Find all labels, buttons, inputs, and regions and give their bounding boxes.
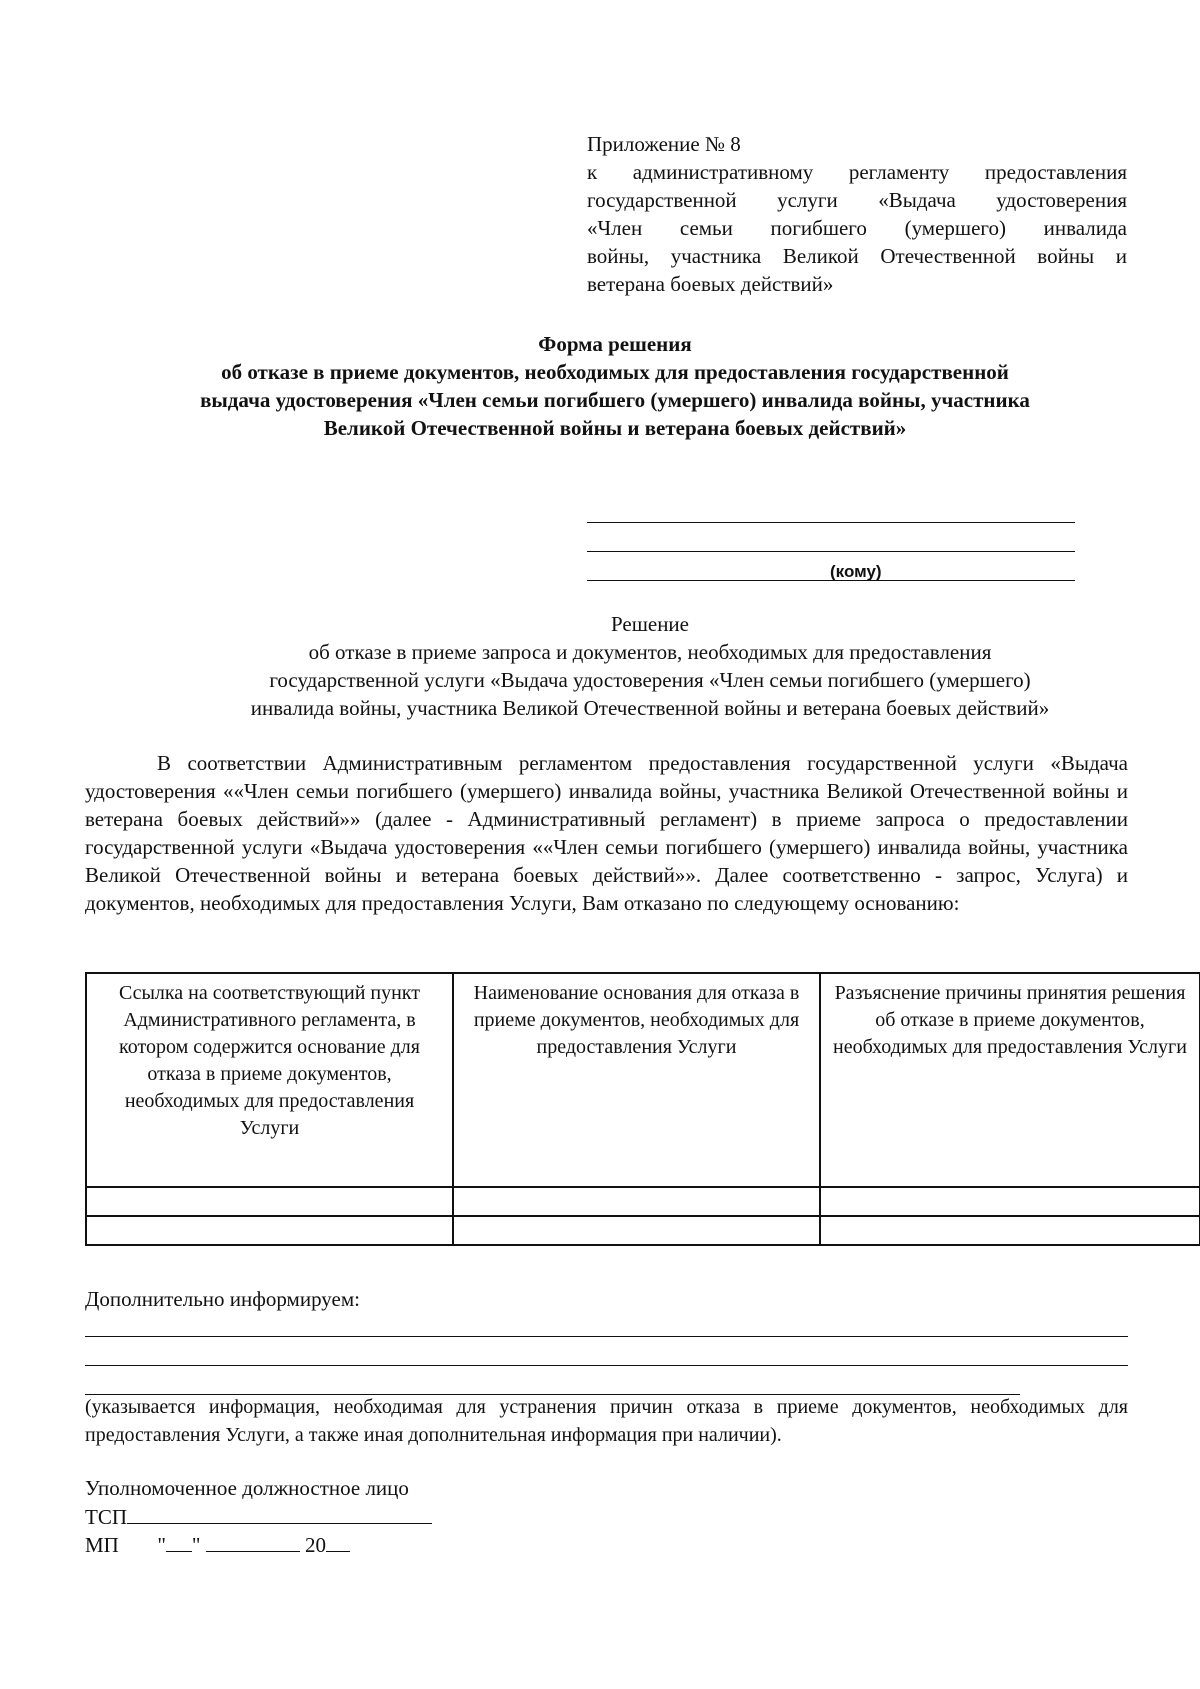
stamp-date-row: [85, 1531, 350, 1558]
table-header-reference: Ссылка на соответствующий пункт Административного регламента, в котором содержится основание для отказа в приеме документов, необходимых для предоставления Услуги: [86, 973, 453, 1187]
quote-open: ": [157, 1533, 166, 1557]
decision-title: [110, 610, 1190, 722]
table-cell[interactable]: [453, 1187, 820, 1216]
appendix-line: ветерана боевых действий»: [587, 272, 834, 296]
additional-info-fields: [85, 1308, 1128, 1395]
decision-line: государственной услуги «Выдача удостоверения «Член семьи погибшего (умершего): [269, 668, 1031, 692]
form-title-line: выдача удостоверения «Член семьи погибшего (умершего) инвалида войны, участника: [200, 388, 1030, 412]
refusal-grounds-table: [85, 972, 1200, 1246]
additional-info-line[interactable]: [85, 1366, 1020, 1395]
recipient-caption: (кому): [830, 562, 882, 581]
mp-label: МП: [85, 1533, 119, 1557]
year-field[interactable]: [326, 1531, 350, 1552]
appendix-line: «Член семьи погибшего (умершего) инвалида: [587, 216, 1127, 240]
tsp-signature-line[interactable]: [127, 1503, 432, 1524]
decision-line: инвалида войны, участника Великой Отечественной войны и ветерана боевых действий»: [250, 696, 1050, 720]
month-field[interactable]: [206, 1531, 300, 1552]
appendix-line: государственной услуги «Выдача удостоверения: [587, 188, 1127, 212]
recipient-line[interactable]: [587, 523, 1075, 552]
decision-body-text: В соответствии Административным регламентом предоставления государственной услуги «Выдача удостоверения ««Член семьи погибшего (умершего) инвалида войны, участника Великой Отечественной войны и ветерана боевых действий»» (далее - Административный регламент) в приеме запроса о предоставлении государственной услуги «Выдача удостоверения ««Член семьи погибшего (умершего) инвалида войны, участника Великой Отечественной войны и ветерана боевых действий»». Далее соответственно - запрос, Услуга) и документов, необходимых для предоставления Услуги, Вам отказано по следующему основанию:: [85, 751, 1128, 915]
table-cell[interactable]: [86, 1216, 453, 1245]
recipient-line[interactable]: [587, 494, 1075, 523]
table-cell[interactable]: [820, 1216, 1200, 1245]
table-row: [86, 1216, 1200, 1245]
table-header-explanation: Разъяснение причины принятия решения об отказе в приеме документов, необходимых для предоставления Услуги: [820, 973, 1200, 1187]
table-header-ground-name: Наименование основания для отказа в приеме документов, необходимых для предоставления Услуги: [453, 973, 820, 1187]
form-title-line: об отказе в приеме документов, необходимых для предоставления государственной: [221, 360, 1009, 384]
quote-close: ": [191, 1533, 201, 1557]
official-label: Уполномоченное должностное лицо: [85, 1476, 409, 1500]
appendix-line: к административному регламенту предоставления: [587, 160, 1127, 184]
form-title-line: Великой Отечественной войны и ветерана боевых действий»: [323, 416, 907, 440]
additional-info-line[interactable]: [85, 1308, 1128, 1337]
additional-info-line[interactable]: [85, 1337, 1128, 1366]
table-cell[interactable]: [820, 1187, 1200, 1216]
year-prefix: 20: [305, 1533, 326, 1557]
form-title: [110, 330, 1120, 442]
tsp-row: [85, 1503, 432, 1530]
additional-info-label: Дополнительно информируем:: [85, 1287, 360, 1311]
table-cell[interactable]: [86, 1187, 453, 1216]
form-title-heading: Форма решения: [538, 332, 692, 356]
decision-line: об отказе в приеме запроса и документов, необходимых для предоставления: [308, 640, 992, 664]
appendix-number: Приложение № 8: [587, 132, 741, 156]
decision-heading: Решение: [610, 612, 689, 636]
appendix-line: войны, участника Великой Отечественной войны и: [587, 244, 1127, 268]
table-cell[interactable]: [453, 1216, 820, 1245]
day-field[interactable]: [166, 1531, 192, 1552]
tsp-label: ТСП: [85, 1505, 127, 1529]
table-row: [86, 1187, 1200, 1216]
additional-info-note: (указывается информация, необходимая для устранения причин отказа в приеме документов, необходимых для предоставления Услуги, а также иная дополнительная информация при наличии).: [85, 1396, 1128, 1446]
appendix-header: [587, 130, 1127, 298]
